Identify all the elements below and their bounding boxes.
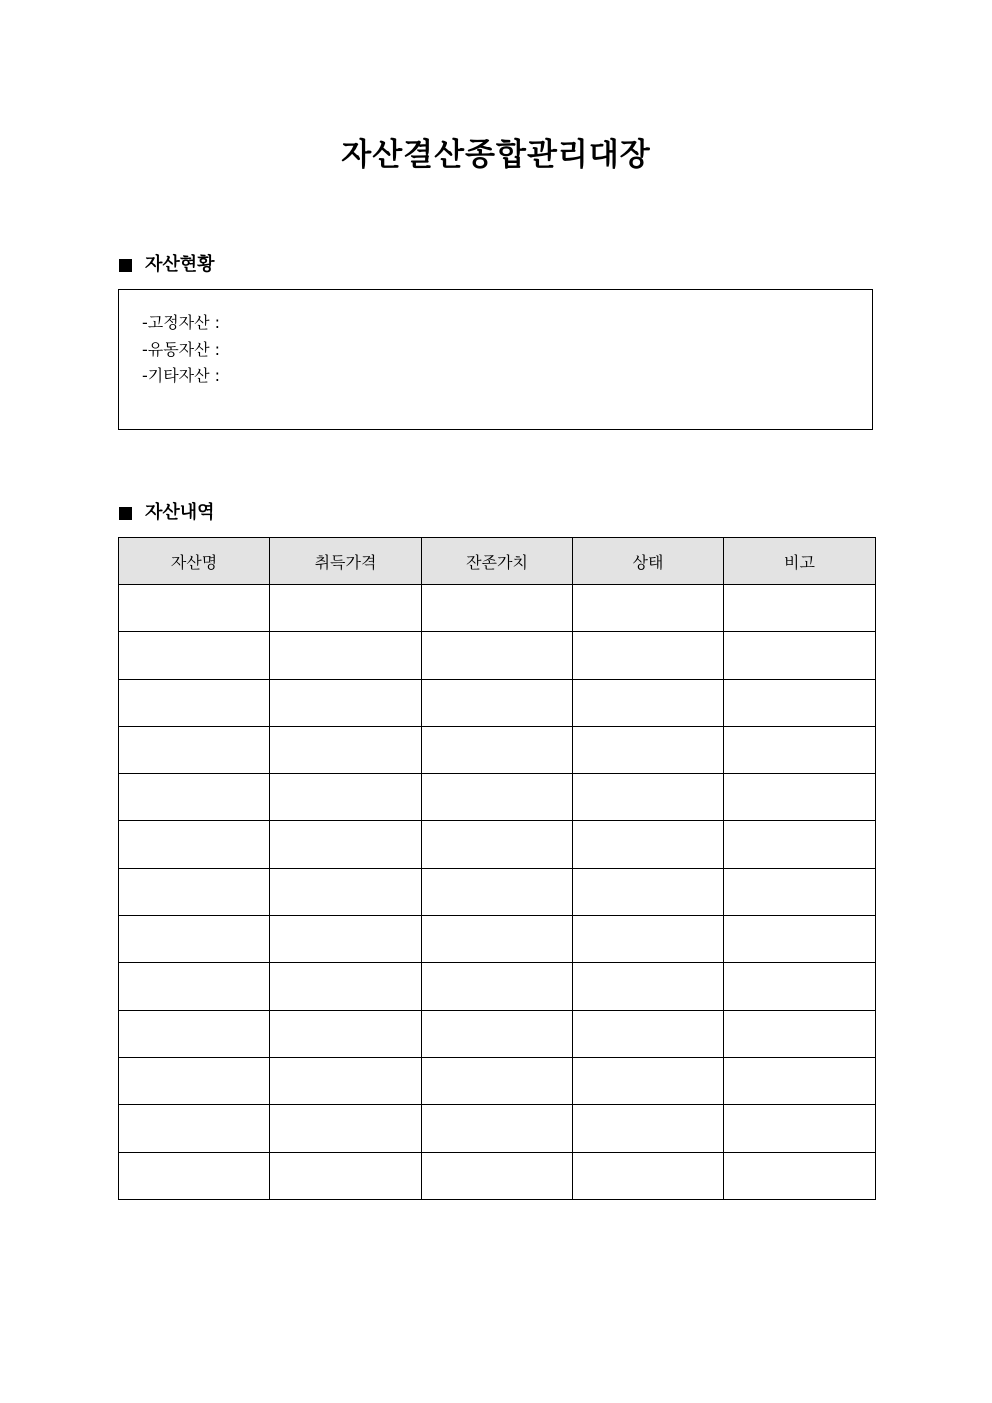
table-row <box>119 1010 876 1057</box>
table-cell[interactable] <box>573 868 724 915</box>
table-cell[interactable] <box>119 916 270 963</box>
column-header-status: 상태 <box>573 538 724 585</box>
table-row <box>119 963 876 1010</box>
table-cell[interactable] <box>422 916 573 963</box>
table-row <box>119 868 876 915</box>
table-cell[interactable] <box>270 585 422 632</box>
table-cell[interactable] <box>270 679 422 726</box>
status-box <box>118 289 873 430</box>
table-cell[interactable] <box>119 821 270 868</box>
page-title: 자산결산종합관리대장 <box>341 137 651 173</box>
table-cell[interactable] <box>119 1105 270 1152</box>
table-cell[interactable] <box>119 679 270 726</box>
table-cell[interactable] <box>573 1105 724 1152</box>
table-cell[interactable] <box>119 1057 270 1104</box>
table-cell[interactable] <box>119 1010 270 1057</box>
table-cell[interactable] <box>573 726 724 773</box>
table-cell[interactable] <box>270 632 422 679</box>
table-cell[interactable] <box>270 1152 422 1199</box>
table-cell[interactable] <box>573 916 724 963</box>
status-list <box>119 290 872 390</box>
table-cell[interactable] <box>422 1010 573 1057</box>
table-cell[interactable] <box>119 868 270 915</box>
table-cell[interactable] <box>724 585 876 632</box>
table-cell[interactable] <box>724 916 876 963</box>
table-cell[interactable] <box>119 1152 270 1199</box>
table-cell[interactable] <box>724 1057 876 1104</box>
table-cell[interactable] <box>573 774 724 821</box>
table-cell[interactable] <box>573 963 724 1010</box>
column-header-acquisition-price: 취득가격 <box>270 538 422 585</box>
table-cell[interactable] <box>573 632 724 679</box>
table-cell[interactable] <box>119 585 270 632</box>
table-cell[interactable] <box>573 585 724 632</box>
table-cell[interactable] <box>422 1057 573 1104</box>
table-cell[interactable] <box>724 963 876 1010</box>
table-cell[interactable] <box>270 916 422 963</box>
table-cell[interactable] <box>422 868 573 915</box>
asset-table <box>118 537 876 1200</box>
status-item-other-assets: -기타자산 : <box>142 366 221 385</box>
table-row <box>119 726 876 773</box>
detail-section-heading <box>119 501 215 525</box>
status-section-heading <box>119 253 215 277</box>
table-cell[interactable] <box>573 1152 724 1199</box>
table-cell[interactable] <box>573 1010 724 1057</box>
table-cell[interactable] <box>270 868 422 915</box>
table-cell[interactable] <box>270 821 422 868</box>
status-item-current-assets: -유동자산 : <box>142 339 221 359</box>
table-cell[interactable] <box>724 632 876 679</box>
table-cell[interactable] <box>573 1057 724 1104</box>
column-header-residual-value: 잔존가치 <box>422 538 573 585</box>
table-cell[interactable] <box>724 1010 876 1057</box>
table-cell[interactable] <box>270 1057 422 1104</box>
status-item-fixed-assets: -고정자산 : <box>142 313 221 332</box>
table-cell[interactable] <box>724 679 876 726</box>
table-cell[interactable] <box>270 726 422 773</box>
table-cell[interactable] <box>422 679 573 726</box>
column-header-asset-name: 자산명 <box>119 538 270 585</box>
table-cell[interactable] <box>573 679 724 726</box>
table-cell[interactable] <box>422 726 573 773</box>
table-row <box>119 1057 876 1104</box>
table-cell[interactable] <box>422 585 573 632</box>
table-cell[interactable] <box>724 821 876 868</box>
table-row <box>119 1105 876 1152</box>
square-bullet-icon <box>119 507 132 520</box>
detail-section-heading-text: 자산내역 <box>145 502 215 523</box>
status-section-heading-text: 자산현황 <box>145 254 215 275</box>
table-row <box>119 774 876 821</box>
table-cell[interactable] <box>270 774 422 821</box>
table-cell[interactable] <box>270 1105 422 1152</box>
table-cell[interactable] <box>724 726 876 773</box>
table-cell[interactable] <box>724 774 876 821</box>
column-header-remarks: 비고 <box>724 538 876 585</box>
table-header-row <box>119 538 876 585</box>
table-cell[interactable] <box>724 1105 876 1152</box>
table-cell[interactable] <box>119 774 270 821</box>
table-cell[interactable] <box>422 963 573 1010</box>
table-cell[interactable] <box>422 632 573 679</box>
asset-table-body <box>119 585 876 1200</box>
table-row <box>119 679 876 726</box>
table-cell[interactable] <box>119 963 270 1010</box>
table-cell[interactable] <box>119 632 270 679</box>
table-row <box>119 916 876 963</box>
table-cell[interactable] <box>422 774 573 821</box>
square-bullet-icon <box>119 259 132 272</box>
table-cell[interactable] <box>724 1152 876 1199</box>
table-cell[interactable] <box>422 1152 573 1199</box>
table-cell[interactable] <box>422 821 573 868</box>
table-cell[interactable] <box>724 868 876 915</box>
table-row <box>119 585 876 632</box>
table-cell[interactable] <box>422 1105 573 1152</box>
table-row <box>119 1152 876 1199</box>
table-row <box>119 821 876 868</box>
table-cell[interactable] <box>270 963 422 1010</box>
table-cell[interactable] <box>119 726 270 773</box>
table-row <box>119 632 876 679</box>
table-cell[interactable] <box>270 1010 422 1057</box>
table-cell[interactable] <box>573 821 724 868</box>
